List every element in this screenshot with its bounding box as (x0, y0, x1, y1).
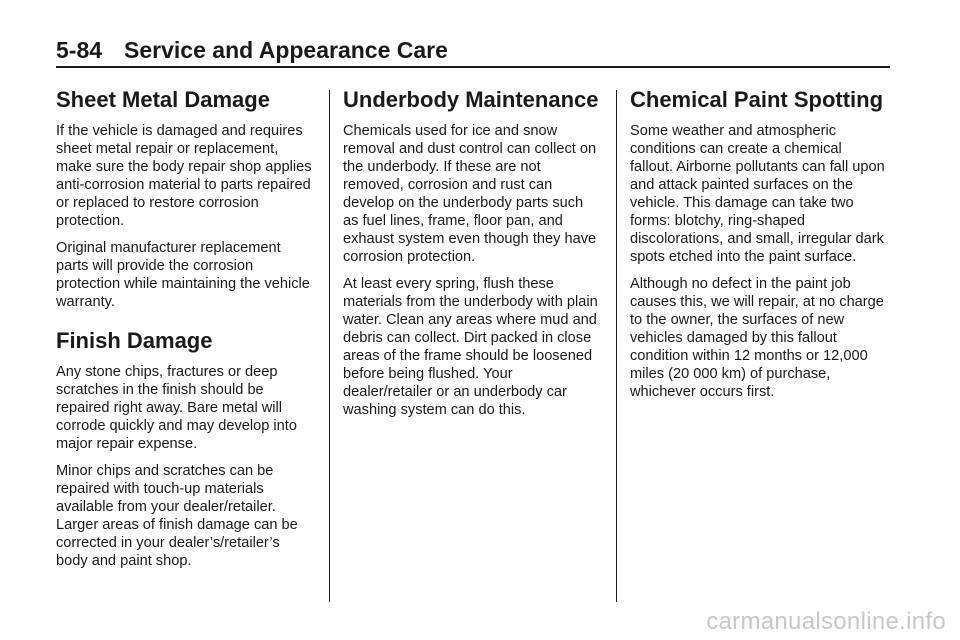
paragraph: Any stone chips, fractures or deep scratches in the finish should be repaired right away. Bare metal will corrode quickly and may develop into major repair expense. (56, 364, 297, 452)
section-heading-chemical-paint-spotting: Chemical Paint Spotting (630, 87, 884, 112)
chapter-title: Service and Appearance Care (124, 37, 448, 63)
column-divider (616, 90, 617, 602)
paragraph: If the vehicle is damaged and requires sheet metal repair or replacement, make sure the body repair shop applies anti-corrosion material to parts repaired or replaced to restore corrosion protection. (56, 123, 312, 229)
paragraph: Although no defect in the paint job causes this, we will repair, at no charge to the owner, the surfaces of new vehicles damaged by this fallout condition within 12 months or 12,000 miles (20 000 km) of purchase, whichever occurs first. (630, 276, 884, 400)
page-header (56, 36, 890, 68)
column-divider (329, 90, 330, 602)
section-heading-underbody-maintenance: Underbody Maintenance (343, 87, 599, 112)
page-number: 5-84 (56, 37, 103, 63)
paragraph: Original manufacturer replacement parts will provide the corrosion protection while maintaining the vehicle warranty. (56, 240, 310, 310)
column-1 (56, 86, 314, 579)
section-heading-sheet-metal-damage: Sheet Metal Damage (56, 87, 270, 112)
paragraph: At least every spring, flush these materials from the underbody with plain water. Clean any areas where mud and debris can collect. Dirt packed in close areas of the frame should be loosened before being flushed. Your dealer/retailer or an underbody car washing system can do this. (343, 276, 598, 418)
column-2 (343, 86, 601, 428)
column-3 (630, 86, 888, 410)
paragraph: Chemicals used for ice and snow removal and dust control can collect on the underbody. If these are not removed, corrosion and rust can develop on the underbody parts such as fuel lines, frame, floor pan, and exhaust system even though they have corrosion protection. (343, 123, 597, 265)
paragraph: Some weather and atmospheric conditions can create a chemical fallout. Airborne pollutants can fall upon and attack painted surfaces on the vehicle. This damage can take two forms: blotchy, ring-shaped discolorations, and small, irregular dark spots etched into the paint surface. (630, 123, 885, 265)
section-heading-finish-damage: Finish Damage (56, 328, 213, 353)
paragraph: Minor chips and scratches can be repaired with touch-up materials available from your dealer/retailer. Larger areas of finish damage can be corrected in your dealer’s/retailer’s body and paint shop. (56, 463, 298, 569)
watermark: carmanualsonline.info (706, 608, 946, 635)
